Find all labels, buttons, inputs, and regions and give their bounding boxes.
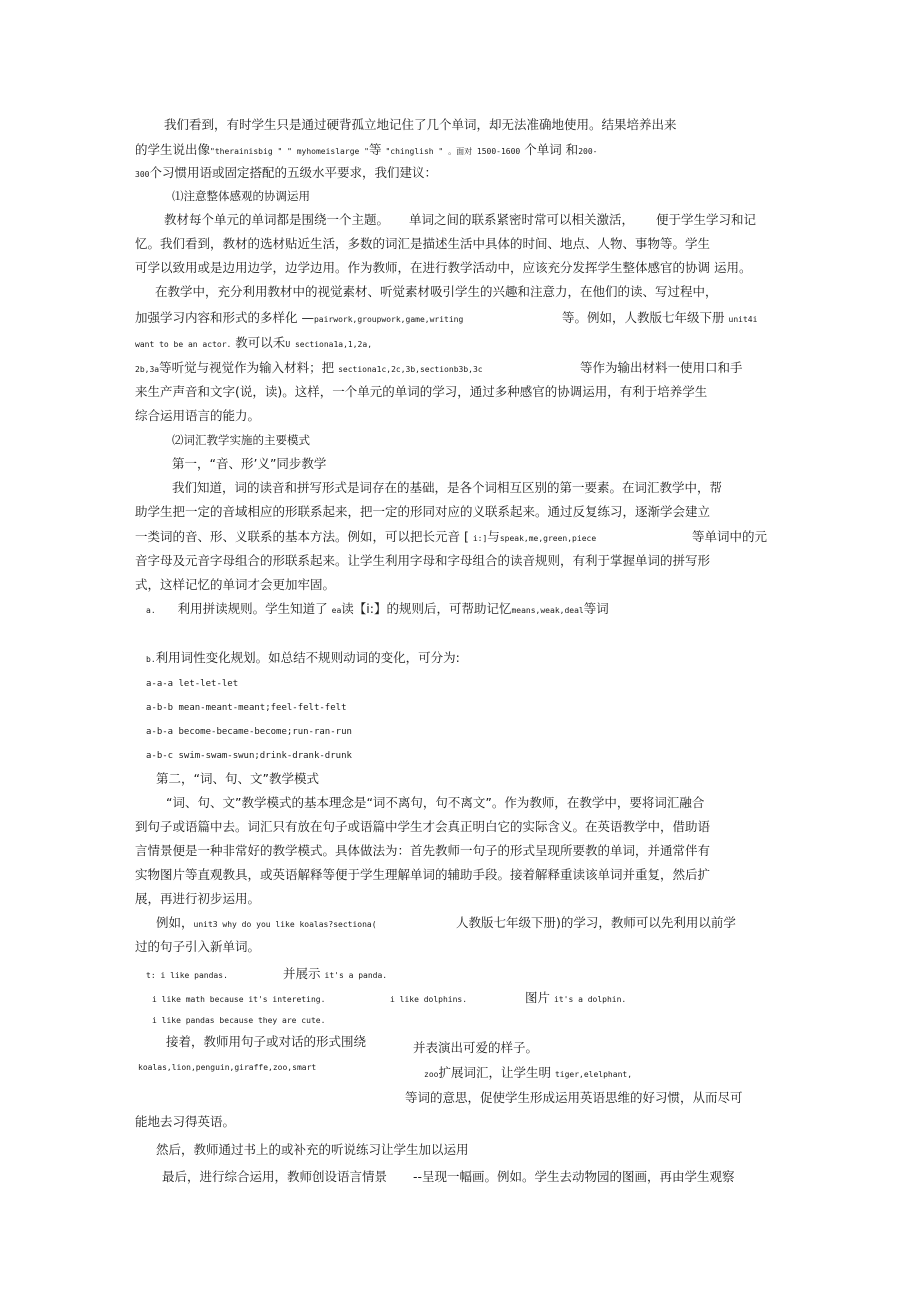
example-sentence: i like math because it's intereting.	[152, 995, 326, 1004]
section-heading: 第一，“音、形’义”同步教学	[172, 456, 327, 471]
para-line: 过的句子引入新单词。	[135, 939, 261, 954]
para-line: koalas,lion,penguin,giraffe,zoo,smart	[138, 1063, 317, 1072]
para-line: 等作为输出材料一使用口和手	[580, 360, 743, 375]
example-sentence: t: i like pandas.	[146, 971, 228, 980]
para-line: 能地去习得英语。	[135, 1114, 236, 1129]
para-line: 综合运用语言的能力。	[135, 408, 261, 423]
para-line: 等。例如，人教版七年级下册 unit4i	[562, 310, 758, 325]
para-line: 等词的意思，促使学生形成运用英语思维的好习惯，从而尽可	[405, 1090, 743, 1105]
para-line: 实物图片等直观教具，或英语解释等便于学生理解单词的辅助手段。接着解释重读该单词并重复，然后扩	[135, 867, 711, 882]
para-line: 音字母及元音字母组合的形联系起来。让学生利用字母和字母组合的读音规则，有利于掌握单词的拼写形	[135, 553, 711, 568]
para-line: 言情景便是一种非常好的教学模式。具体做法为：首先教师一句子的形式呈现所要教的单词，并通常伴有	[135, 843, 711, 858]
para-line: want to be an actor. 教可以禾U sectiona1a,1,2a,	[135, 335, 373, 350]
section-heading: 第二，“词、句、文”教学模式	[156, 771, 319, 786]
para-line: “词、句、文”教学模式的基本理念是“词不离句，句不离文”。作为教师，在教学中，要将词汇融合	[166, 795, 705, 810]
para-line: 300个习惯用语或固定搭配的五级水平要求，我们建议：	[135, 165, 437, 180]
para-line: 我们知道，词的读音和拼写形式是词存在的基础，是各个词相互区别的第一要素。在词汇教学中，帮	[172, 480, 723, 495]
para-line: 接着，教师用句子或对话的形式围绕	[166, 1034, 367, 1049]
verb-pattern: a-a-a let-let-let	[146, 679, 239, 689]
para-line: 我们看到，有时学生只是通过硬背孤立地记住了几个单词，却无法准确地使用。结果培养出来	[164, 117, 677, 132]
para-line: 在教学中，充分利用教材中的视觉素材、听觉素材吸引学生的兴趣和注意力，在他们的读、写过程中，	[155, 284, 718, 299]
para-line: 来生产声音和文字(说，读)。这样，一个单元的单词的学习，通过多种感官的协调运用，有利于培养学生	[135, 384, 708, 399]
list-item: b.利用词性变化规划。如总结不规则动词的变化，可分为:	[146, 650, 460, 665]
verb-pattern: a-b-a become-became-become;run-ran-run	[146, 727, 352, 737]
verb-pattern: a-b-c swim-swam-swun;drink-drank-drunk	[146, 751, 352, 761]
para-line: 忆。我们看到，教材的选材贴近生活，多数的词汇是描述生活中具体的时间、地点、人物、事物等。学生	[135, 236, 711, 251]
para-line: 助学生把一定的音域相应的形联系起来，把一定的形同对应的义联系起来。通过反复练习，逐渐学会建立	[135, 504, 711, 519]
para-line: 2b,3a等听觉与视觉作为输入材料；把 sectiona1c,2c,3b,sectionb3b,3c	[135, 360, 483, 375]
para-line: 等单词中的元	[692, 529, 768, 544]
para-line: 一类词的音、形、义联系的基本方法。例如，可以把长元音 [ i:]与speak,me,green,piece	[135, 529, 597, 544]
section-heading: ⑵词汇教学实施的主要模式	[172, 433, 310, 447]
example-sentence: 图片 it's a dolphin.	[525, 990, 627, 1005]
para-line: 可学以致用或是边用边学，边学边用。作为教师，在进行教学活动中，应该充分发挥学生整体感官的协调 运用。	[135, 260, 752, 275]
para-line: 人教版七年级下册)的学习，教师可以先利用以前学	[456, 915, 736, 930]
para-line: 的学生说出像"therainisbig " " myhomeislarge "等 "chinglish " 。面对 1500-1600 个单词 和200-	[135, 142, 598, 157]
example-sentence: i like pandas because they are cute.	[152, 1016, 326, 1025]
para-line: 到句子或语篇中去。词汇只有放在句子或语篇中学生才会真正明白它的实际含义。在英语教学中，借助语	[135, 819, 711, 834]
para-line: zoo扩展词汇，让学生明 tiger,elelphant,	[424, 1065, 633, 1080]
para-line: 加强学习内容和形式的多样化 —pairwork,groupwork,game,writing	[135, 310, 464, 325]
para-line: 然后，教师通过书上的或补充的听说练习让学生加以运用	[156, 1142, 469, 1157]
para-line: 式，这样记忆的单词才会更加牢固。	[135, 577, 336, 592]
para-line: 展，再进行初步运用。	[135, 891, 261, 906]
section-heading: ⑴注意整体感观的协调运用	[172, 189, 310, 203]
para-line: 例如，unit3 why do you like koalas?sectiona(	[156, 915, 377, 930]
verb-pattern: a-b-b mean-meant-meant;feel-felt-felt	[146, 703, 347, 713]
example-sentence: 并展示 it's a panda.	[283, 966, 388, 981]
list-item: a. 利用拼读规则。学生知道了 ea读【i:】的规则后，可帮助记忆means,weak,deal等词	[146, 601, 609, 616]
example-sentence: i like dolphins.	[390, 995, 468, 1004]
para-line: 教材每个单元的单词都是围绕一个主题。 单词之间的联系紧密时常可以相关激活， 便于学生学习和记	[164, 212, 757, 227]
para-line: 最后，进行综合运用，教师创设语言情景 --呈现一幅画。例如。学生去动物园的图画，再由学生观察	[162, 1169, 735, 1184]
para-line: 并表演出可爱的样子。	[413, 1040, 539, 1055]
